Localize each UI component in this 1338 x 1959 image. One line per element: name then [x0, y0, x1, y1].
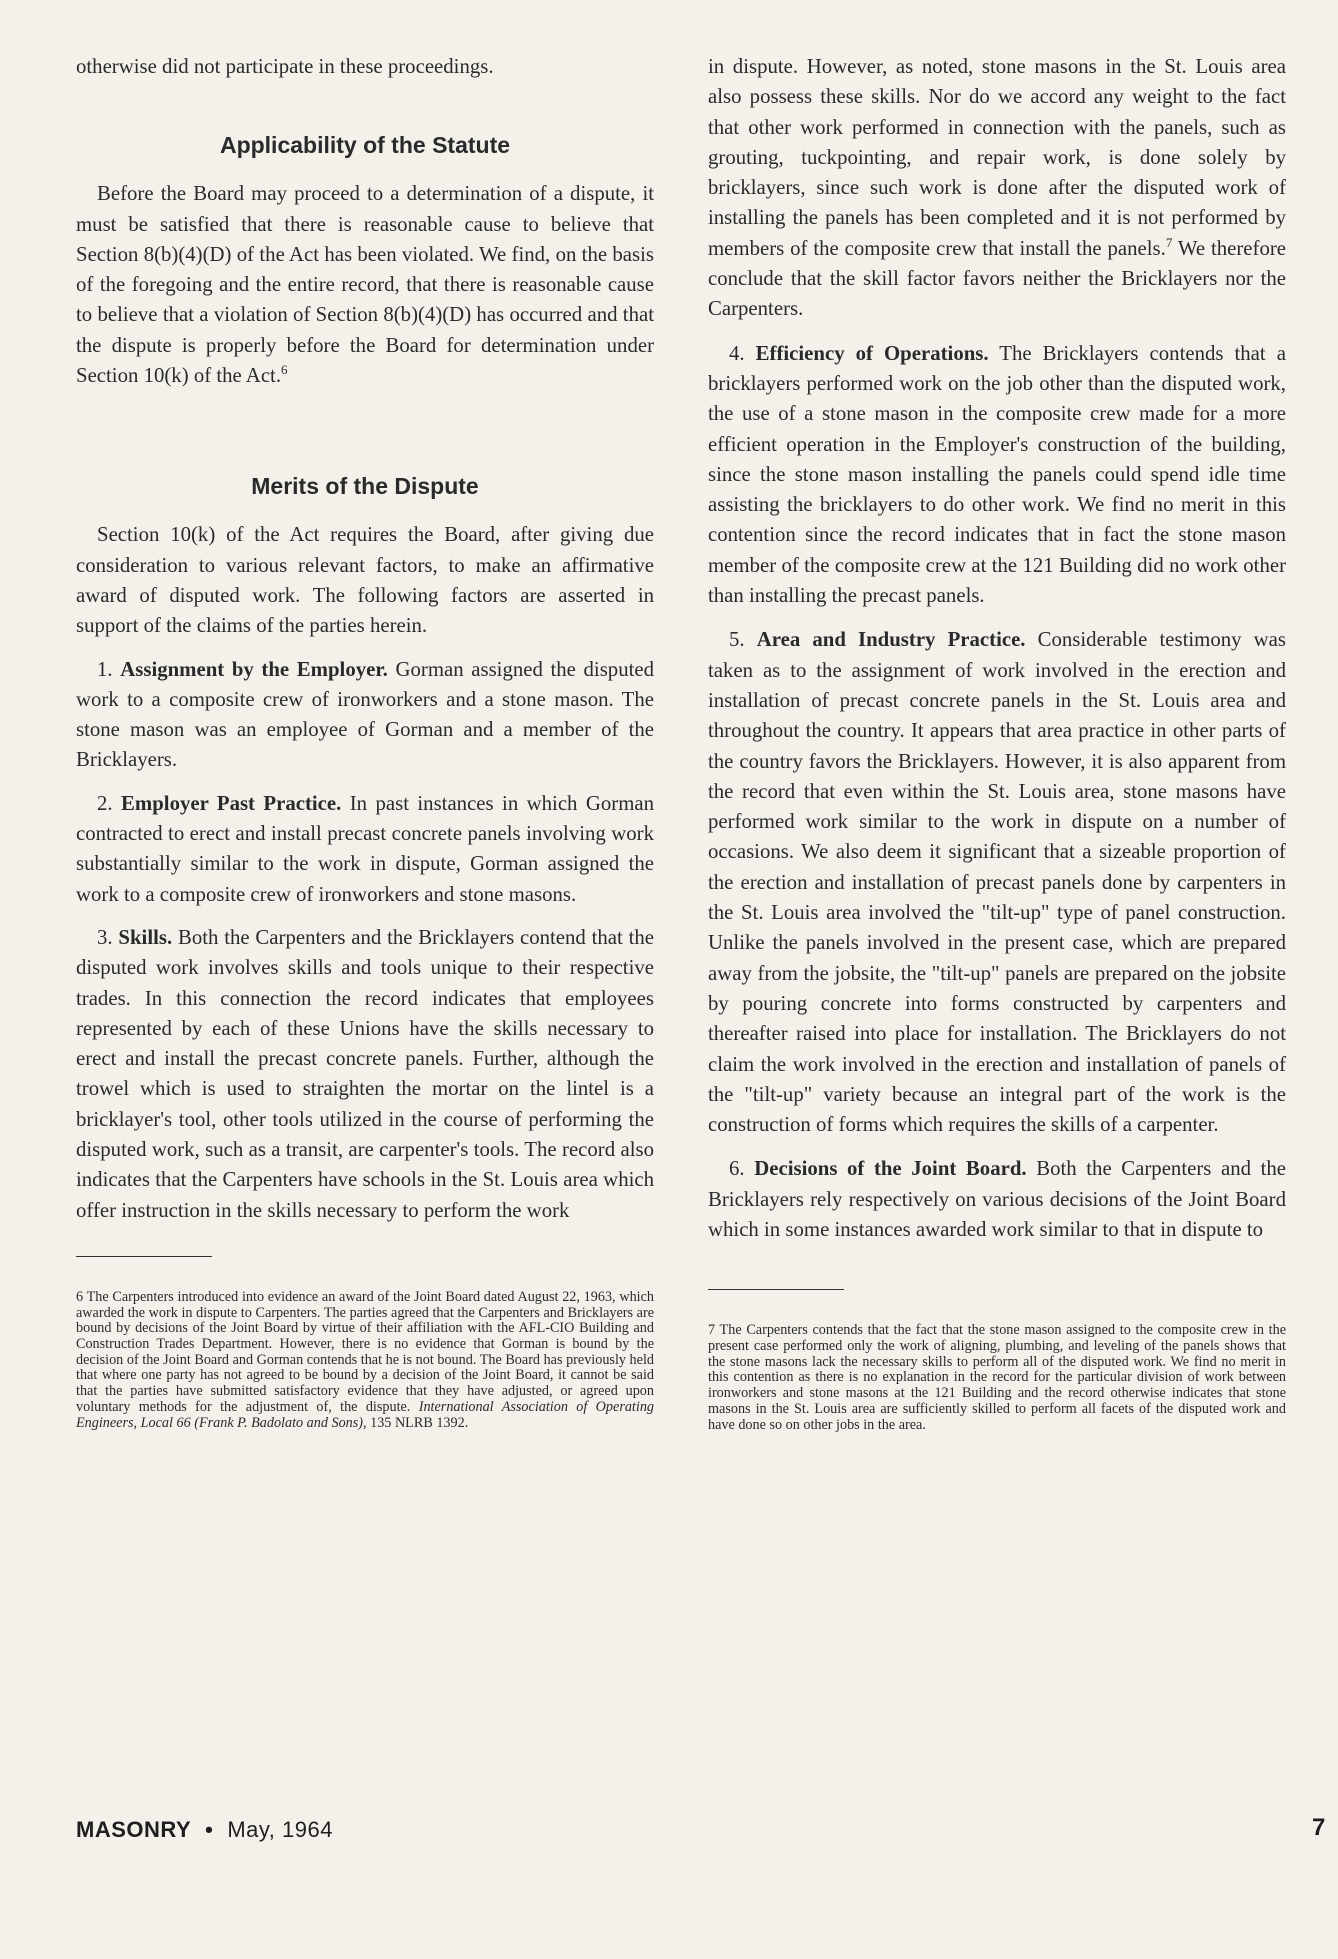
publication-name: MASONRY — [76, 1817, 192, 1842]
footnote-7-ref: 7 — [1165, 234, 1173, 250]
skills-continued-paragraph: in dispute. However, as noted, stone masons in the St. Louis area also possess these skills. Nor do we accord any weight to the fact that other work performed in connection with the panels, such as grouting, tuckpointing, and repair work, is done solely by bricklayers, since such work is done after the disputed work of installing the panels has been completed and it is not performed by members of the composite crew that install the panels.$^7$ We therefore conclude that the skill factor favors neither the Bricklayers nor the Carpenters. — [708, 55, 1286, 321]
item-2-title: Employer Past Practice. — [121, 791, 342, 815]
heading-merits: Merits of the Dispute — [251, 473, 479, 500]
bullet-separator: • — [205, 1817, 214, 1842]
item-4-title: Efficiency of Operations. — [755, 341, 989, 365]
footnote-6-ref: 6 — [281, 362, 288, 378]
item-6-title: Decisions of the Joint Board. — [754, 1157, 1027, 1181]
issue-date: May, 1964 — [227, 1817, 333, 1842]
right-column — [708, 52, 1286, 1433]
footnote-6: 6 The Carpenters introduced into evidence an award of the Joint Board dated August 22, 1963, which awarded the work in dispute to Carpenters. The parties agreed that the Carpenters and Bricklayers are bound by decisions of the Joint Board by virtue of their affiliation with the AFL-CIO Building and Construction Trades Department. However, there is no evidence that Gorman is bound by the decision of the Joint Board and Gorman contends that he is not bound. The Board has previously held that where one party has not agreed to be bound by a decision of the Joint Board, it cannot be said that the parties have submitted satisfactory evidence that they have adjusted, or agreed upon voluntary methods for the adjustment of, the dispute. International Association of Operating Engineers, Local 66 (Frank P. Badolato and Sons), 135 NLRB 1392. — [76, 1288, 655, 1431]
footnote-divider — [76, 1256, 212, 1257]
intro-paragraph: otherwise did not participate in these proceedings. — [76, 55, 494, 78]
heading-applicability: Applicability of the Statute — [219, 132, 511, 159]
page-number: 7 — [1312, 1814, 1326, 1841]
item-1-paragraph: 1. Assignment by the Employer. Gorman assigned the disputed work to a composite crew of ironworkers and a stone mason. The stone mason was an employee of Gorman and a member of the Bricklayers. — [76, 657, 655, 772]
item-5-title: Area and Industry Practice. — [756, 628, 1026, 652]
item-3-paragraph: 3. Skills. Both the Carpenters and the Bricklayers contend that the disputed work involves skills and tools unique to their respective trades. In this connection the record indicates that employees represented by each of these Unions have the skills necessary to erect and install the precast concrete panels. Further, although the trowel which is used to straighten the mortar on the lintel is a bricklayer's tool, other tools utilized in the course of performing the disputed work, such as a transit, are carpenter's tools. The record also indicates that the Carpenters have schools in the St. Louis area which offer instruction in the skills necessary to perform the work — [76, 925, 654, 1222]
item-6-paragraph: 6. Decisions of the Joint Board. Both the Carpenters and the Bricklayers rely respectively on various decisions of the Joint Board which in some instances awarded work similar to that in dispute to — [708, 1157, 1287, 1241]
footnote-7: 7 The Carpenters contends that the fact that the stone mason assigned to the composite crew in the present case performed only the work of aligning, plumbing, and leveling of the panels shows that the stone masons lack the necessary skills to perform all of the disputed work. We find no merit in this contention as there is no explanation in the record for the particular division of work between ironworkers and stone masons at the 121 Building and the record otherwise indicates that stone masons in the St. Louis area are sufficiently skilled to perform all facets of the disputed work and have done so on other jobs in the area. — [708, 1322, 1286, 1433]
footnote-divider — [708, 1289, 844, 1290]
merits-paragraph: Section 10(k) of the Act requires the Board, after giving due consideration to various relevant factors, to make an affirmative award of disputed work. The following factors are asserted in support of the claims of the parties herein. — [76, 523, 654, 638]
applicability-paragraph: Before the Board may proceed to a determination of a dispute, it must be satisfied that there is reasonable cause to believe that Section 8(b)(4)(D) of the Act has been violated. We find, on the basis of the foregoing and the entire record, that there is reasonable cause to believe that a violation of Section 8(b)(4)(D) has occurred and that the dispute is properly before the Board for determination under Section 10(k) of the Act.$^6$ — [76, 182, 654, 388]
left-column — [76, 52, 654, 1431]
item-3-title: Skills. — [118, 925, 173, 949]
page-footer — [76, 1817, 333, 1843]
item-5-paragraph: 5. Area and Industry Practice. Considerable testimony was taken as to the assignment of work involved in the erection and installation of precast concrete panels in the St. Louis area and throughout the country. It appears that area practice in other parts of the country favors the Bricklayers. However, it is also apparent from the record that even within the St. Louis area, stone masons have performed work similar to the work in dispute on a number of occasions. We also deem it significant that a sizeable proportion of the erection and installation of precast panels done by carpenters in the St. Louis area involved the "tilt-up" type of panel construction. Unlike the panels involved in the present case, which are prepared away from the jobsite, the "tilt-up" panels are prepared on the jobsite by pouring concrete into forms constructed by carpenters and thereafter raised into place for installation. The Bricklayers do not claim the work involved in the erection and installation of panels of the "tilt-up" variety because an integral part of the work is the construction of forms which requires the skills of a carpenter. — [708, 628, 1286, 1137]
item-1-title: Assignment by the Employer. — [120, 657, 388, 681]
item-4-paragraph: 4. Efficiency of Operations. The Bricklayers contends that a bricklayers performed work on the job other than the disputed work, the use of a stone mason in the composite crew made for a more efficient operation in the Employer's construction of the building, since the stone mason installing the panels could spend idle time assisting the bricklayers to do other work. We find no merit in this contention since the record indicates that in fact the stone mason member of the composite crew at the 121 Building did no work other than installing the precast panels. — [708, 341, 1286, 608]
item-2-paragraph: 2. Employer Past Practice. In past instances in which Gorman contracted to erect and install precast concrete panels involving work substantially similar to the work in dispute, Gorman assigned the work to a composite crew of ironworkers and stone masons. — [76, 791, 655, 906]
